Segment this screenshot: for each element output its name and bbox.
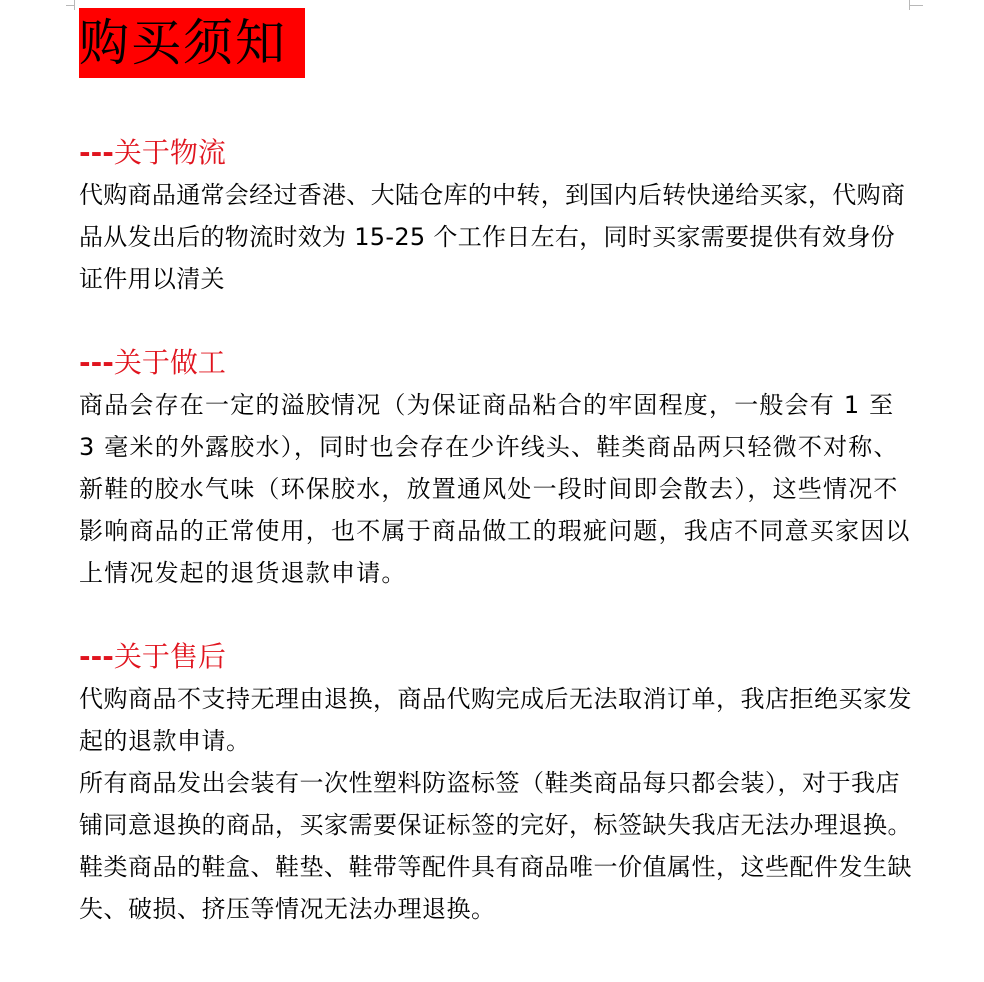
crop-mark-top-left-vertical	[74, 0, 75, 10]
crop-mark-top-left-horizontal	[66, 5, 74, 6]
section-workmanship	[79, 342, 919, 594]
heading-text: 关于做工	[113, 346, 226, 379]
paragraph-workmanship: 商品会存在一定的溢胶情况（为保证商品粘合的牢固程度，一般会有 1 至 3 毫米的外露胶水），同时也会存在少许线头、鞋类商品两只轻微不对称、新鞋的胶水气味（环保胶水，放置通风处一段时间即会散去），这些情况不影响商品的正常使用，也不属于商品做工的瑕疵问题，我店不同意买家因以上情况发起的退货退款申请。	[79, 391, 911, 587]
heading-text: 关于物流	[113, 136, 226, 169]
heading-dashes: ---	[79, 640, 114, 673]
section-heading-workmanship	[79, 342, 919, 384]
paragraph-after-sales-anti-theft-tag: 所有商品发出会装有一次性塑料防盗标签（鞋类商品每只都会装），对于我店铺同意退换的商品，买家需要保证标签的完好，标签缺失我店无法办理退换。鞋类商品的鞋盒、鞋垫、鞋带等配件具有商品唯一价值属性，这些配件发生缺失、破损、挤压等情况无法办理退换。	[79, 769, 912, 923]
section-after-sales	[79, 636, 919, 930]
page-title: 购买须知	[79, 14, 287, 72]
section-heading-logistics	[79, 132, 919, 174]
heading-dashes: ---	[79, 136, 114, 169]
paragraph-after-sales-return-policy: 代购商品不支持无理由退换，商品代购完成后无法取消订单，我店拒绝买家发起的退款申请。	[79, 685, 912, 755]
section-logistics	[79, 132, 919, 300]
paragraph-logistics: 代购商品通常会经过香港、大陆仓库的中转，到国内后转快递给买家，代购商品从发出后的物流时效为 15-25 个工作日左右，同时买家需要提供有效身份证件用以清关	[79, 181, 906, 293]
section-heading-after-sales	[79, 636, 919, 678]
heading-text: 关于售后	[113, 640, 226, 673]
heading-dashes: ---	[79, 346, 114, 379]
crop-mark-top-right-horizontal	[909, 5, 923, 6]
